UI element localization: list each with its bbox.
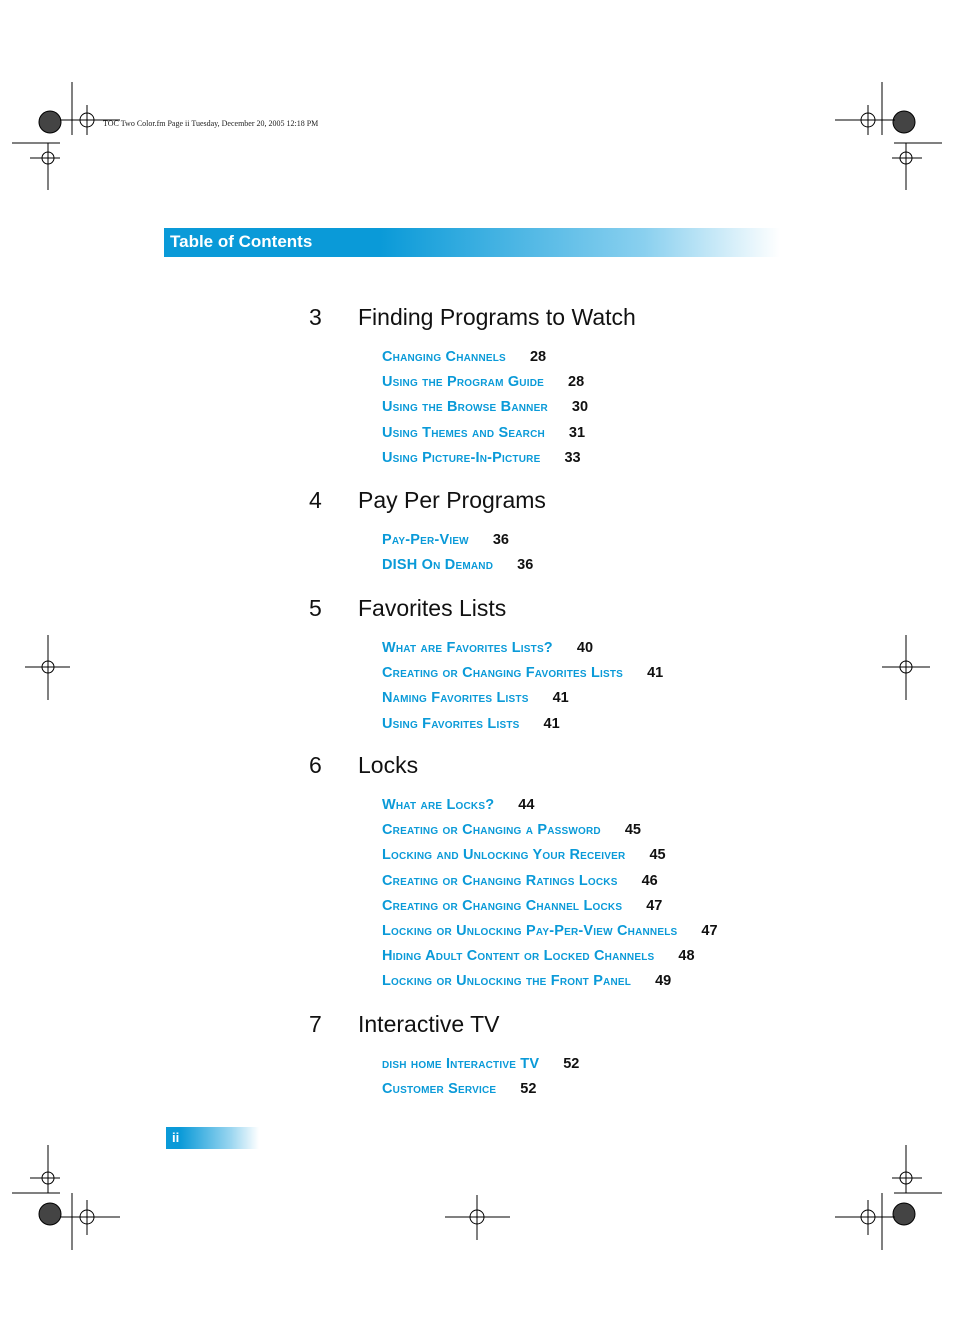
toc-entry-page: 52 <box>563 1056 580 1072</box>
toc-entry-title[interactable]: What are Favorites Lists? <box>382 640 553 656</box>
chapter-title: Favorites Lists <box>358 595 507 621</box>
toc-entry[interactable] <box>382 796 534 816</box>
toc-entry[interactable] <box>382 449 581 469</box>
chapter-number: 7 <box>309 1011 322 1037</box>
page-title: Table of Contents <box>170 232 313 251</box>
toc-entry[interactable] <box>382 846 666 866</box>
chapter-number: 4 <box>309 487 322 513</box>
toc-entry-title[interactable]: Using the Browse Banner <box>382 399 548 416</box>
toc-entry-title[interactable]: Using Favorites Lists <box>382 715 520 732</box>
toc-entry[interactable] <box>382 947 695 967</box>
toc-entry[interactable] <box>382 689 569 709</box>
chapter-heading <box>0 304 954 334</box>
toc-entry[interactable] <box>382 639 593 659</box>
toc-entry-title[interactable]: Locking or Unlocking Pay-Per-View Channels <box>382 923 678 939</box>
chapter-title: Pay Per Programs <box>358 487 546 513</box>
toc-entry-page: 31 <box>568 424 586 441</box>
toc-entry-title[interactable]: Customer Service <box>382 1081 497 1098</box>
toc-entry[interactable] <box>382 715 560 735</box>
toc-entry[interactable] <box>382 922 718 942</box>
chapter-title: Interactive TV <box>358 1011 500 1037</box>
chapter-number: 3 <box>309 304 322 330</box>
chapter-heading <box>0 752 954 782</box>
toc-entry-title[interactable]: Creating or Changing Favorites Lists <box>382 665 624 682</box>
toc-entry[interactable] <box>382 664 663 684</box>
footer-page-bar <box>166 1127 259 1149</box>
toc-entry[interactable] <box>382 424 585 444</box>
toc-entry-page: 41 <box>647 665 664 682</box>
toc-entry[interactable] <box>382 348 546 368</box>
toc-entry-page: 41 <box>543 715 560 732</box>
toc-header-bar <box>164 228 780 257</box>
toc-entry-title[interactable]: Creating or Changing Channel Locks <box>382 897 623 914</box>
toc-entry-page: 46 <box>641 872 658 889</box>
toc-entry-title[interactable]: DISH On Demand <box>382 557 494 574</box>
toc-entry-title[interactable]: dish home Interactive TV <box>382 1056 540 1072</box>
toc-entry-page: 33 <box>564 449 581 466</box>
toc-entry-page: 41 <box>552 690 569 707</box>
chapter-heading <box>0 1011 954 1041</box>
toc-entry[interactable] <box>382 972 671 992</box>
toc-entry-title[interactable]: Creating or Changing a Password <box>382 822 601 839</box>
toc-entry[interactable] <box>382 897 662 917</box>
chapter-number: 5 <box>309 595 322 621</box>
toc-entry-page: 45 <box>624 822 641 839</box>
chapter-title: Finding Programs to Watch <box>358 304 636 330</box>
chapter-heading <box>0 595 954 625</box>
toc-entry-title[interactable]: Naming Favorites Lists <box>382 690 529 707</box>
toc-entry-title[interactable]: Using Picture-In-Picture <box>382 449 541 466</box>
toc-entry[interactable] <box>382 556 533 576</box>
toc-entry-page: 36 <box>492 532 509 548</box>
toc-entry-page: 28 <box>568 374 585 391</box>
toc-entry-title[interactable]: Locking or Unlocking the Front Panel <box>382 973 632 990</box>
toc-entry[interactable] <box>382 373 584 393</box>
toc-entry-page: 36 <box>517 557 534 574</box>
toc-entry-page: 52 <box>520 1081 537 1098</box>
toc-entry-page: 47 <box>646 897 663 914</box>
chapter-heading <box>0 487 954 517</box>
toc-entry-title[interactable]: Locking and Unlocking Your Receiver <box>382 847 626 864</box>
toc-entry-title[interactable]: Changing Channels <box>382 349 506 365</box>
toc-entry-page: 44 <box>518 797 535 813</box>
page-number: ii <box>172 1130 180 1145</box>
toc-entry[interactable] <box>382 398 588 418</box>
toc-entry-page: 28 <box>529 349 547 365</box>
toc-entry[interactable] <box>382 531 509 551</box>
toc-entry-page: 30 <box>571 399 589 416</box>
print-slug: TOC Two Color.fm Page ii Tuesday, December 20, 2005 12:18 PM <box>103 119 319 128</box>
toc-entry-page: 40 <box>576 640 594 656</box>
toc-entry[interactable] <box>382 821 641 841</box>
toc-entry-title[interactable]: Using the Program Guide <box>382 374 544 391</box>
toc-entry-page: 49 <box>655 973 672 990</box>
toc-entry[interactable] <box>382 872 658 892</box>
toc-entry-title[interactable]: Hiding Adult Content or Locked Channels <box>382 948 655 965</box>
toc-entry-title[interactable]: Pay-Per-View <box>382 532 469 548</box>
chapter-number: 6 <box>309 752 322 778</box>
toc-entry[interactable] <box>382 1055 579 1075</box>
toc-entry-title[interactable]: Using Themes and Search <box>382 424 545 441</box>
toc-entry-title[interactable]: What are Locks? <box>382 797 495 813</box>
toc-entry[interactable] <box>382 1080 536 1100</box>
chapter-title: Locks <box>358 752 419 778</box>
toc-entry-title[interactable]: Creating or Changing Ratings Locks <box>382 872 618 889</box>
toc-entry-page: 47 <box>701 923 718 939</box>
toc-entry-page: 48 <box>678 948 695 965</box>
toc-entry-page: 45 <box>649 847 666 864</box>
